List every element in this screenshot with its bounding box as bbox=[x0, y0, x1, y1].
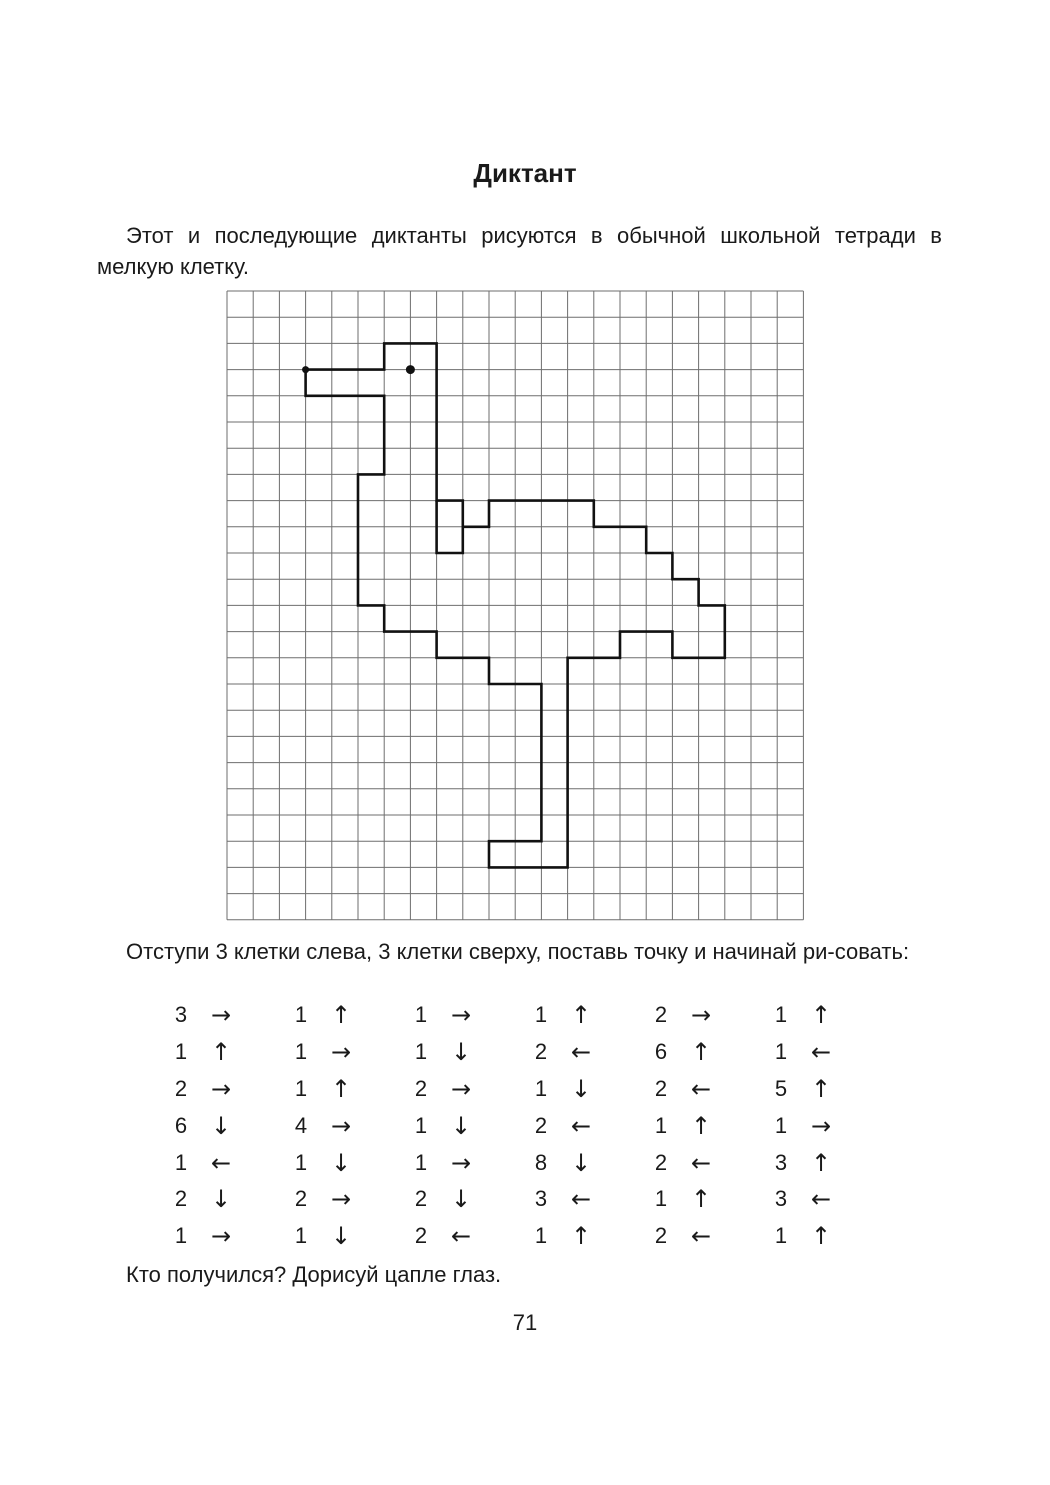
direction-arrow-icon: ↑ bbox=[810, 1222, 832, 1251]
step bbox=[166, 1144, 286, 1181]
step-count: 2 bbox=[294, 1186, 308, 1212]
page-number: 71 bbox=[512, 1310, 538, 1335]
step-count: 2 bbox=[654, 1002, 668, 1028]
step bbox=[766, 1034, 886, 1071]
direction-arrow-icon: ← bbox=[810, 1185, 832, 1214]
step-count: 1 bbox=[414, 1112, 428, 1138]
step-count: 1 bbox=[774, 1223, 788, 1249]
step bbox=[646, 1181, 766, 1218]
direction-arrow-icon: → bbox=[330, 1111, 352, 1140]
direction-arrow-icon: → bbox=[330, 1185, 352, 1214]
step-row bbox=[166, 1181, 886, 1218]
step bbox=[166, 1034, 286, 1071]
page-title: Диктант bbox=[473, 158, 577, 188]
step bbox=[766, 1071, 886, 1108]
direction-arrow-icon: ↑ bbox=[330, 1074, 352, 1103]
step-count: 1 bbox=[654, 1186, 668, 1212]
step bbox=[646, 1107, 766, 1144]
direction-arrow-icon: → bbox=[330, 1038, 352, 1067]
step bbox=[166, 1181, 286, 1218]
step-row bbox=[166, 1107, 886, 1144]
step-count: 2 bbox=[654, 1223, 668, 1249]
direction-arrow-icon: → bbox=[210, 1222, 232, 1251]
step bbox=[526, 1034, 646, 1071]
step-row bbox=[166, 1034, 886, 1071]
step-count: 6 bbox=[654, 1039, 668, 1065]
step bbox=[646, 1071, 766, 1108]
question-text: Кто получился? Дорисуй цапле глаз. bbox=[126, 1262, 502, 1287]
heron-eye bbox=[406, 365, 415, 374]
direction-arrow-icon: ↑ bbox=[570, 1222, 592, 1251]
direction-arrow-icon: → bbox=[810, 1111, 832, 1140]
step-count: 1 bbox=[414, 1002, 428, 1028]
direction-arrow-icon: ↑ bbox=[810, 1074, 832, 1103]
step-count: 2 bbox=[414, 1186, 428, 1212]
direction-arrow-icon: ← bbox=[570, 1038, 592, 1067]
direction-arrow-icon: ↑ bbox=[690, 1185, 712, 1214]
direction-arrow-icon: ← bbox=[210, 1148, 232, 1177]
step bbox=[406, 1144, 526, 1181]
step-count: 2 bbox=[174, 1075, 188, 1101]
instruction-paragraph: Отступи 3 клетки слева, 3 клетки сверху, поставь точку и начинай ри-совать: bbox=[126, 939, 910, 964]
step-count: 1 bbox=[774, 1112, 788, 1138]
step bbox=[526, 1218, 646, 1255]
step-count: 5 bbox=[774, 1075, 788, 1101]
step bbox=[766, 1144, 886, 1181]
step bbox=[766, 997, 886, 1034]
step-count: 2 bbox=[414, 1075, 428, 1101]
direction-arrow-icon: ↑ bbox=[810, 1148, 832, 1177]
start-point bbox=[302, 366, 309, 373]
step bbox=[286, 1034, 406, 1071]
step-count: 1 bbox=[414, 1039, 428, 1065]
step-count: 3 bbox=[174, 1002, 188, 1028]
direction-arrow-icon: ↓ bbox=[570, 1148, 592, 1177]
step bbox=[766, 1181, 886, 1218]
direction-arrow-icon: → bbox=[450, 1001, 472, 1030]
direction-arrow-icon: ↓ bbox=[570, 1074, 592, 1103]
step bbox=[286, 1181, 406, 1218]
step-count: 1 bbox=[654, 1112, 668, 1138]
step bbox=[286, 1218, 406, 1255]
step bbox=[646, 1144, 766, 1181]
direction-arrow-icon: ↓ bbox=[450, 1038, 472, 1067]
step-row bbox=[166, 1144, 886, 1181]
step-count: 4 bbox=[294, 1112, 308, 1138]
direction-arrow-icon: ← bbox=[450, 1222, 472, 1251]
direction-arrow-icon: → bbox=[210, 1074, 232, 1103]
step bbox=[646, 1034, 766, 1071]
step bbox=[286, 1071, 406, 1108]
direction-arrow-icon: ↑ bbox=[690, 1038, 712, 1067]
direction-arrow-icon: ← bbox=[690, 1074, 712, 1103]
step bbox=[766, 1218, 886, 1255]
step bbox=[406, 1071, 526, 1108]
step-count: 2 bbox=[534, 1112, 548, 1138]
intro-paragraph: Этот и последующие диктанты рисуются в обычной школьной тетради в мелкую клетку. bbox=[97, 223, 942, 279]
step-count: 2 bbox=[654, 1075, 668, 1101]
step-count: 2 bbox=[414, 1223, 428, 1249]
step-count: 8 bbox=[534, 1149, 548, 1175]
direction-arrow-icon: → bbox=[450, 1148, 472, 1177]
direction-arrow-icon: → bbox=[210, 1001, 232, 1030]
step-count: 1 bbox=[294, 1149, 308, 1175]
direction-arrow-icon: ↓ bbox=[210, 1185, 232, 1214]
step-count: 3 bbox=[774, 1149, 788, 1175]
step bbox=[646, 1218, 766, 1255]
step bbox=[526, 1107, 646, 1144]
step bbox=[286, 1107, 406, 1144]
direction-arrow-icon: ← bbox=[690, 1222, 712, 1251]
step-count: 3 bbox=[534, 1186, 548, 1212]
step bbox=[646, 997, 766, 1034]
step-count: 1 bbox=[294, 1075, 308, 1101]
step-count: 2 bbox=[534, 1039, 548, 1065]
direction-arrow-icon: → bbox=[690, 1001, 712, 1030]
direction-arrow-icon: ↓ bbox=[210, 1111, 232, 1140]
step bbox=[526, 997, 646, 1034]
step-count: 1 bbox=[174, 1039, 188, 1065]
step-count: 2 bbox=[174, 1186, 188, 1212]
direction-arrow-icon: ← bbox=[570, 1185, 592, 1214]
direction-arrow-icon: ↓ bbox=[330, 1148, 352, 1177]
direction-arrow-icon: ↓ bbox=[450, 1185, 472, 1214]
step bbox=[406, 997, 526, 1034]
step-row bbox=[166, 1071, 886, 1108]
step-row bbox=[166, 997, 886, 1034]
direction-arrow-icon: ↓ bbox=[450, 1111, 472, 1140]
step-count: 1 bbox=[774, 1002, 788, 1028]
direction-arrow-icon: ← bbox=[690, 1148, 712, 1177]
dictation-steps bbox=[166, 997, 886, 1255]
direction-arrow-icon: ↑ bbox=[690, 1111, 712, 1140]
step bbox=[166, 997, 286, 1034]
step bbox=[526, 1144, 646, 1181]
step-count: 1 bbox=[174, 1149, 188, 1175]
step bbox=[526, 1071, 646, 1108]
step bbox=[166, 1071, 286, 1108]
direction-arrow-icon: ↑ bbox=[330, 1001, 352, 1030]
direction-arrow-icon: ↑ bbox=[810, 1001, 832, 1030]
direction-arrow-icon: ↑ bbox=[570, 1001, 592, 1030]
step-count: 1 bbox=[294, 1039, 308, 1065]
direction-arrow-icon: ↑ bbox=[210, 1038, 232, 1067]
step-count: 1 bbox=[534, 1223, 548, 1249]
step-count: 1 bbox=[534, 1002, 548, 1028]
direction-arrow-icon: ↓ bbox=[330, 1222, 352, 1251]
step bbox=[526, 1181, 646, 1218]
step-count: 6 bbox=[174, 1112, 188, 1138]
step-count: 1 bbox=[294, 1002, 308, 1028]
step-count: 1 bbox=[174, 1223, 188, 1249]
step-row bbox=[166, 1218, 886, 1255]
step bbox=[286, 1144, 406, 1181]
direction-arrow-icon: ← bbox=[810, 1038, 832, 1067]
step-count: 1 bbox=[534, 1075, 548, 1101]
step-count: 1 bbox=[294, 1223, 308, 1249]
step-count: 2 bbox=[654, 1149, 668, 1175]
step bbox=[166, 1107, 286, 1144]
grid-figure bbox=[226, 290, 806, 922]
step-count: 1 bbox=[774, 1039, 788, 1065]
step bbox=[406, 1107, 526, 1144]
step bbox=[406, 1181, 526, 1218]
direction-arrow-icon: ← bbox=[570, 1111, 592, 1140]
step-count: 3 bbox=[774, 1186, 788, 1212]
step-count: 1 bbox=[414, 1149, 428, 1175]
step bbox=[766, 1107, 886, 1144]
step bbox=[406, 1218, 526, 1255]
step bbox=[286, 997, 406, 1034]
direction-arrow-icon: → bbox=[450, 1074, 472, 1103]
step bbox=[406, 1034, 526, 1071]
step bbox=[166, 1218, 286, 1255]
